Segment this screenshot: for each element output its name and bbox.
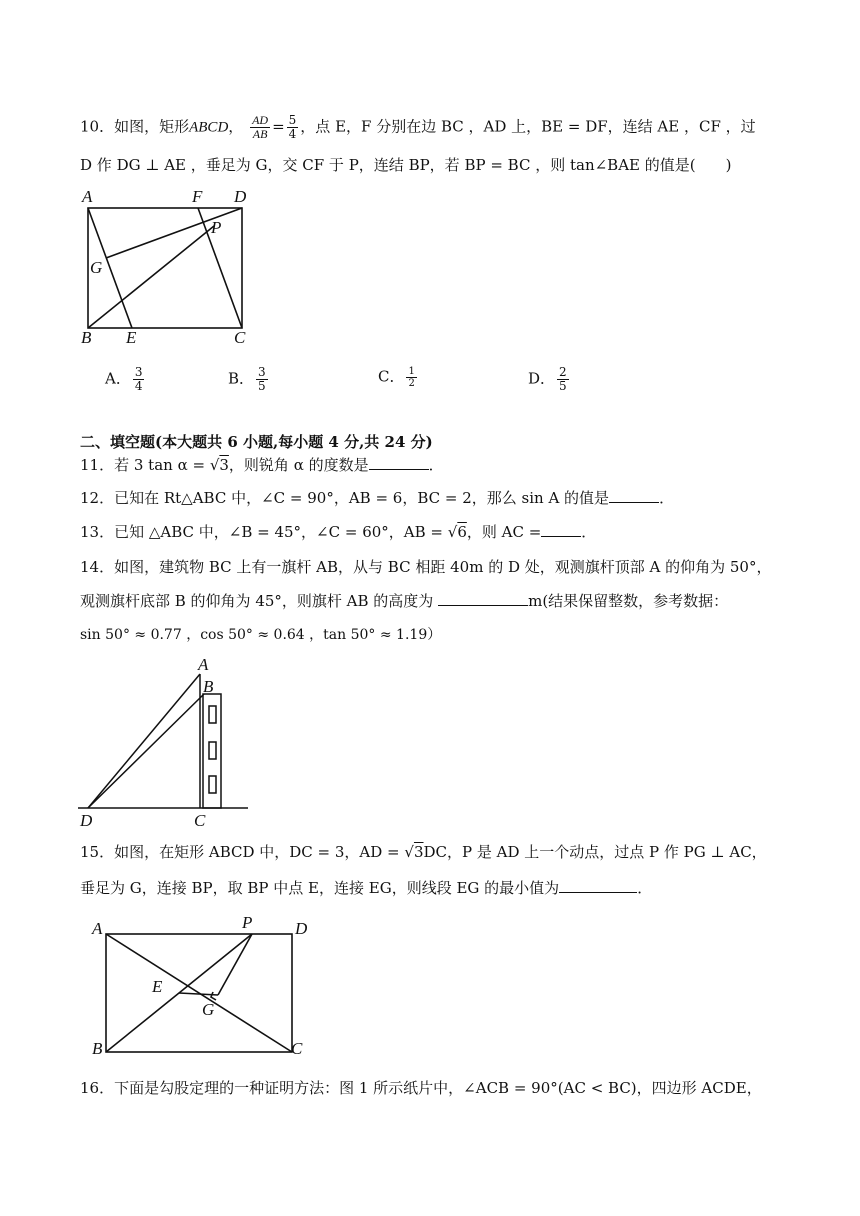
q14-label-b: B bbox=[203, 677, 214, 696]
q13-text-a: 13．已知 △ABC 中，∠B = 45°，∠C = 60°，AB = bbox=[80, 523, 448, 541]
q10-option-d-fraction bbox=[557, 366, 569, 393]
q14-line3: sin 50° ≈ 0.77 ，cos 50° ≈ 0.64 ，tan 50° ≈ 1.19） bbox=[80, 627, 442, 643]
q15-answer-blank[interactable] bbox=[559, 878, 637, 893]
q10-option-b-num: 3 bbox=[258, 365, 266, 379]
q14-figure bbox=[76, 654, 256, 832]
q10-option-a-letter: A． bbox=[105, 369, 131, 388]
q10-value-num: 5 bbox=[288, 113, 297, 127]
q15-line1: 15．如图，在矩形 ABCD 中，DC = 3，AD = √3DC，P 是 AD 上一个动点，过点 P 作 PG ⊥ AC， bbox=[80, 843, 767, 861]
q15-label-e: E bbox=[152, 977, 163, 996]
q15-figure bbox=[88, 912, 328, 1062]
q12-text: 12．已知在 Rt△ABC 中，∠C = 90°，AB = 6，BC = 2，那么 sin A 的值是 bbox=[80, 489, 610, 507]
q10-comma: ， bbox=[228, 117, 244, 136]
q10-option-c-num: 1 bbox=[408, 366, 415, 377]
q14-building bbox=[203, 694, 221, 808]
q10-abcd: ABCD bbox=[189, 119, 229, 136]
q10-value-den: 4 bbox=[288, 127, 297, 141]
q11-root: 3 bbox=[219, 456, 229, 474]
q12 bbox=[80, 488, 674, 508]
q16-line1: 16．下面是勾股定理的一种证明方法：图 1 所示纸片中，∠ACB = 90°(AC < BC)，四边形 ACDE， bbox=[80, 1079, 762, 1097]
q15-diagonal-ac bbox=[106, 934, 292, 1052]
q15-root: 3 bbox=[413, 843, 424, 861]
q10-label-e: E bbox=[126, 328, 137, 347]
q10-line1 bbox=[80, 114, 756, 141]
q14-line2-b: m(结果保留整数，参考数据： bbox=[528, 592, 729, 610]
q10-text-a: 如图，矩形 bbox=[114, 117, 190, 136]
q10-option-d[interactable] bbox=[528, 366, 571, 393]
q14-line1: 14．如图，建筑物 BC 上有一旗杆 AB，从与 BC 相距 40m 的 D 处，观测旗杆顶部 A 的仰角为 50°， bbox=[80, 558, 772, 576]
q14-line-da bbox=[88, 674, 200, 808]
q10-label-p: P bbox=[211, 218, 222, 237]
q14-label-d: D bbox=[80, 811, 93, 830]
q10-option-a-fraction bbox=[133, 366, 145, 393]
q10-label-g: G bbox=[90, 258, 103, 277]
q14-line2-a: 观测旗杆底部 B 的仰角为 45°，则旗杆 AB 的高度为 bbox=[80, 592, 434, 610]
q15-end: ． bbox=[637, 879, 653, 897]
q15-label-c: C bbox=[291, 1039, 303, 1058]
q15-line2-text: 垂足为 G，连接 BP，取 BP 中点 E，连接 EG，则线段 EG 的最小值为 bbox=[80, 879, 560, 897]
q14-window-3 bbox=[209, 776, 216, 793]
q10-label-f: F bbox=[192, 187, 203, 206]
q15-label-d: D bbox=[295, 919, 308, 938]
q10-option-b[interactable] bbox=[228, 366, 270, 393]
q13: 13．已知 △ABC 中，∠B = 45°，∠C = 60°，AB = √6，则 AC = ． bbox=[80, 523, 597, 541]
q11-answer-blank[interactable] bbox=[369, 455, 429, 470]
q13-text-b: ，则 AC = bbox=[466, 523, 542, 541]
q10-option-a[interactable] bbox=[105, 366, 146, 393]
q10-option-c[interactable] bbox=[378, 366, 419, 389]
q13-answer-blank[interactable] bbox=[541, 522, 581, 537]
q14-line2 bbox=[80, 591, 728, 611]
q10-text-b: ，点 E，F 分别在边 BC ，AD 上，BE = DF，连结 AE ，CF ，过 bbox=[300, 117, 756, 136]
q10-option-b-fraction bbox=[256, 366, 268, 393]
q11-end: ． bbox=[428, 456, 444, 474]
section-2-heading: 二、填空题(本大题共 6 小题,每小题 4 分,共 24 分) bbox=[80, 433, 433, 451]
q10-option-c-fraction bbox=[406, 366, 416, 389]
q10-option-d-letter: D． bbox=[528, 369, 556, 388]
q15-label-b: B bbox=[92, 1039, 103, 1058]
q11-text-a: 11．若 3 tan α = bbox=[80, 456, 210, 474]
q12-end: ． bbox=[659, 489, 675, 507]
q11-text-b: ，则锐角 α 的度数是 bbox=[228, 456, 369, 474]
q10-option-b-den: 5 bbox=[258, 379, 266, 393]
q14-answer-blank[interactable] bbox=[438, 591, 528, 606]
q13-root: 6 bbox=[457, 523, 467, 541]
q10-option-c-den: 2 bbox=[408, 378, 415, 389]
q13-end: ． bbox=[581, 523, 597, 541]
q15-line-pg bbox=[218, 934, 252, 995]
q15-right-angle-mark bbox=[211, 992, 216, 1000]
q10-option-d-den: 5 bbox=[559, 379, 567, 393]
q15-line1-a: 15．如图，在矩形 ABCD 中，DC = 3，AD = bbox=[80, 843, 405, 861]
q10-option-b-letter: B． bbox=[228, 369, 255, 388]
q10-option-c-letter: C． bbox=[378, 367, 405, 386]
q10-option-a-num: 3 bbox=[134, 365, 143, 379]
q10-label-b: B bbox=[81, 328, 92, 347]
q10-equals: = bbox=[272, 117, 285, 136]
q15-line2 bbox=[80, 878, 652, 898]
q10-ratio-den: AB bbox=[252, 127, 268, 141]
q15-line1-b: DC，P 是 AD 上一个动点，过点 P 作 PG ⊥ AC， bbox=[423, 843, 767, 861]
q14-window-2 bbox=[209, 742, 216, 759]
q10-line2: D 作 DG ⊥ AE ，垂足为 G，交 CF 于 P，连结 BP，若 BP = BC ，则 tan∠BAE 的值是( ) bbox=[80, 156, 732, 174]
q15-label-a: A bbox=[92, 919, 103, 938]
q14-label-a: A bbox=[198, 655, 209, 674]
q14-line-db bbox=[88, 694, 204, 808]
q10-figure bbox=[78, 186, 258, 348]
q11: 11．若 3 tan α = √3，则锐角 α 的度数是 ． bbox=[80, 456, 444, 474]
q10-ratio-num: AD bbox=[252, 113, 269, 127]
q10-line-gd bbox=[106, 208, 242, 258]
q10-label-c: C bbox=[234, 328, 246, 347]
q15-label-g: G bbox=[202, 1000, 215, 1019]
q10-ratio-fraction bbox=[250, 114, 270, 141]
q10-label-d: D bbox=[234, 187, 247, 206]
q10-option-d-num: 2 bbox=[559, 365, 567, 379]
q10-label-a: A bbox=[82, 187, 93, 206]
q10-value-fraction bbox=[287, 114, 299, 141]
q14-window-1 bbox=[209, 706, 216, 723]
q12-answer-blank[interactable] bbox=[609, 488, 659, 503]
q15-label-p: P bbox=[242, 913, 253, 932]
q10-number: 10． bbox=[80, 117, 115, 136]
q14-label-c: C bbox=[194, 811, 206, 830]
q10-option-a-den: 4 bbox=[134, 379, 143, 393]
